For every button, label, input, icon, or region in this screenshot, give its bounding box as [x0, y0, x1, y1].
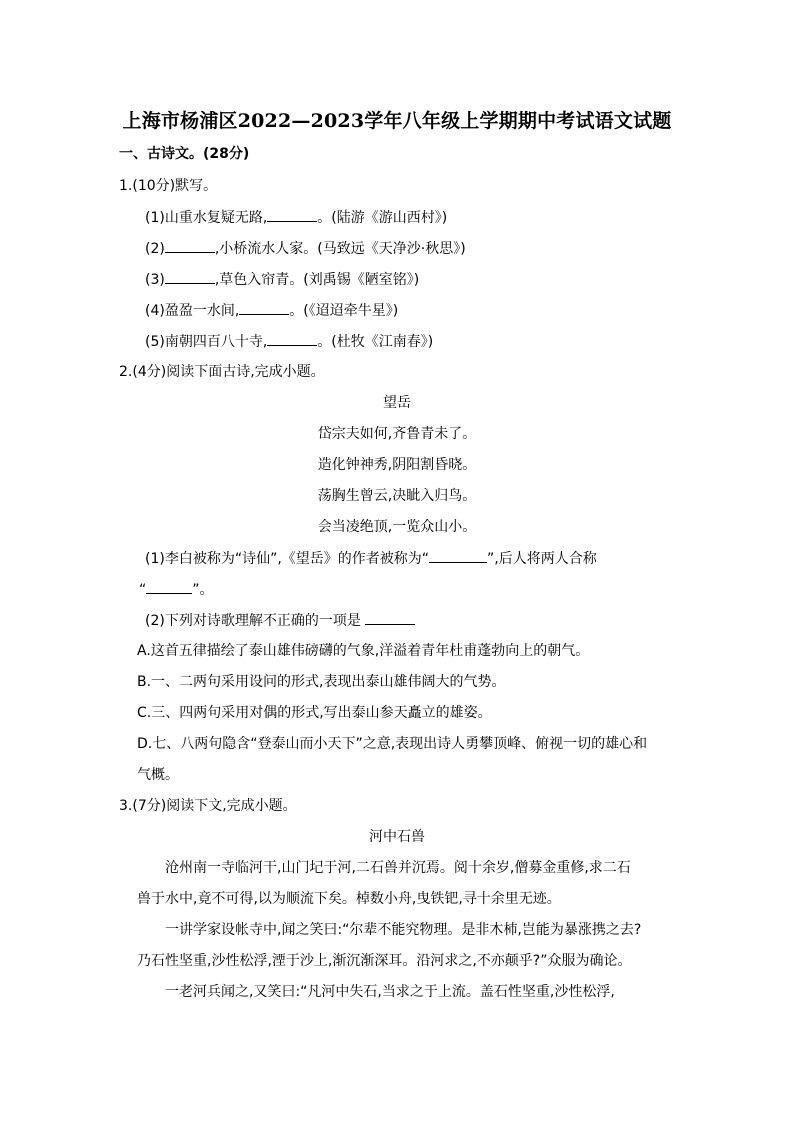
- option-a: A.这首五律描绘了泰山雄伟磅礴的气象,洋溢着青年杜甫蓬勃向上的朝气。: [137, 643, 590, 659]
- q1-item-1-suffix: 。(陆游《游山西村》): [317, 210, 448, 226]
- q2-sub-2: [145, 610, 415, 631]
- q1-item-4: [145, 300, 398, 321]
- close-quote: ”。: [192, 582, 214, 598]
- q1-item-3-prefix: (3): [145, 272, 165, 288]
- q2-sub-1-continuation: [139, 579, 214, 600]
- passage-line: 一讲学家设帐寺中,闻之笑曰:“尔辈不能究物理。是非木杮,岂能为暴涨携之去?: [165, 922, 642, 938]
- answer-blank[interactable]: [267, 207, 317, 222]
- q1-item-3: [145, 269, 419, 290]
- poem-line: 荡胸生曾云,决眦入归鸟。: [317, 488, 477, 504]
- poem-line: 会当凌绝顶,一览众山小。: [317, 519, 477, 535]
- poem-line: 岱宗夫如何,齐鲁青未了。: [317, 426, 477, 442]
- answer-blank[interactable]: [267, 331, 317, 346]
- q1-item-2: [145, 238, 466, 259]
- poem-title: 望岳: [383, 395, 411, 411]
- question-2-heading: 2.(4分)阅读下面古诗,完成小题。: [119, 364, 325, 380]
- option-d-continuation: 气概。: [137, 767, 179, 783]
- answer-blank[interactable]: [146, 579, 192, 594]
- passage-line: 乃石性坚重,沙性松浮,湮于沙上,渐沉渐深耳。沿河求之,不亦颠乎?”众服为确论。: [137, 953, 632, 969]
- passage-title: 河中石兽: [369, 829, 425, 845]
- q2-sub-1-prefix: (1)李白被称为“诗仙”,《望岳》的作者被称为“: [145, 551, 430, 567]
- q1-item-2-prefix: (2): [145, 241, 165, 257]
- passage-line: 沧州南一寺临河干,山门圮于河,二石兽并沉焉。阅十余岁,僧募金重修,求二石: [165, 860, 631, 876]
- q1-item-4-suffix: 。(《迢迢牵牛星》): [289, 303, 399, 319]
- answer-blank[interactable]: [429, 548, 487, 563]
- answer-blank[interactable]: [165, 269, 215, 284]
- q2-sub-1-middle: ”,后人将两人合称: [487, 551, 597, 567]
- poem-line: 造化钟神秀,阴阳割昏晓。: [317, 457, 477, 473]
- q1-item-3-suffix: ,草色入帘青。(刘禹锡《陋室铭》): [214, 272, 420, 288]
- q1-item-1-prefix: (1)山重水复疑无路,: [145, 210, 268, 226]
- section-heading: 一、古诗文。(28分): [119, 146, 250, 162]
- answer-blank[interactable]: [165, 238, 215, 253]
- option-b: B.一、二两句采用设问的形式,表现出泰山雄伟阔大的气势。: [137, 674, 506, 690]
- q2-sub-2-text: (2)下列对诗歌理解不正确的一项是: [145, 613, 361, 629]
- open-quote: “: [139, 582, 147, 598]
- passage-line: 兽于水中,竟不可得,以为顺流下矣。棹数小舟,曳铁钯,寻十余里无迹。: [137, 891, 561, 907]
- q1-item-5-suffix: 。(杜牧《江南春》): [317, 334, 434, 350]
- question-1-heading: 1.(10分)默写。: [119, 178, 218, 194]
- q1-item-4-prefix: (4)盈盈一水间,: [145, 303, 240, 319]
- question-3-heading: 3.(7分)阅读下文,完成小题。: [119, 798, 297, 814]
- page-title: 上海市杨浦区2022—2023学年八年级上学期期中考试语文试题: [122, 110, 672, 132]
- answer-blank[interactable]: [365, 610, 415, 625]
- passage-line: 一老河兵闻之,又笑曰:“凡河中失石,当求之于上流。盖石性坚重,沙性松浮,: [165, 984, 615, 1000]
- q1-item-2-suffix: ,小桥流水人家。(马致远《天净沙·秋思》): [214, 241, 466, 257]
- answer-blank[interactable]: [239, 300, 289, 315]
- q1-item-5-prefix: (5)南朝四百八十寺,: [145, 334, 268, 350]
- q1-item-1: [145, 207, 447, 228]
- option-d: D.七、八两句隐含“登泰山而小天下”之意,表现出诗人勇攀顶峰、俯视一切的雄心和: [137, 736, 648, 752]
- q2-sub-1: [145, 548, 597, 569]
- q1-item-5: [145, 331, 433, 352]
- option-c: C.三、四两句采用对偶的形式,写出泰山参天矗立的雄姿。: [137, 705, 492, 721]
